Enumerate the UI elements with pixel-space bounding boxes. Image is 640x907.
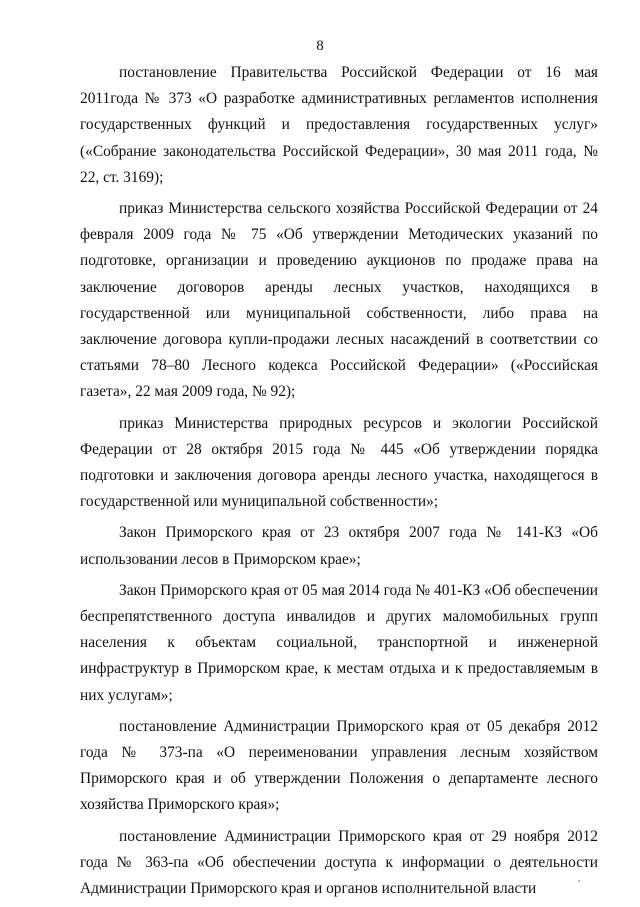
scan-speck — [578, 880, 580, 882]
page-number: 8 — [316, 38, 324, 54]
document-body — [80, 60, 598, 907]
paragraph-administration-decree-363pa: постановление Администрации Приморского края от 29 ноября 2012 года № 363-па «Об обеспечении доступа к информации о деятельности Администрации Приморского края и органов исполнительной власти — [80, 827, 598, 898]
paragraph-administration-decree-373pa: постановление Администрации Приморского края от 05 декабря 2012 года № 373-па «О переименовании управления лесным хозяйством Приморского края и об утверждении Положения о департаменте лесного хозяйства Приморского края»; — [80, 717, 598, 814]
paragraph-primorsky-law-401: Закон Приморского края от 05 мая 2014 года № 401-КЗ «Об обеспечении беспрепятственного доступа инвалидов и других маломобильных групп населения к объектам социальной, транспортной и инженерной инфраструктур в Приморском крае, к местам отдыха и к предоставляемым в них услугам»; — [80, 581, 598, 704]
paragraph-primorsky-law-141: Закон Приморского края от 23 октября 2007 года № 141-КЗ «Об использовании лесов в Приморском крае»; — [80, 524, 598, 568]
paragraph-natural-resources-order-445: приказ Министерства природных ресурсов и экологии Российской Федерации от 28 октября 2015 года № 445 «Об утверждении порядка подготовки и заключения договора аренды лесного участка, находящегося в государственной или муниципальной собственности»; — [80, 414, 598, 511]
paragraph-government-decree-373: постановление Правительства Российской Федерации от 16 мая 2011года № 373 «О разработке административных регламентов исполнения государственных функций и предоставления государственных услуг» («Собрание законодательства Российской Федерации», 30 мая 2011 года, № 22, ст. 3169); — [80, 64, 598, 186]
paragraph-agriculture-order-75: приказ Министерства сельского хозяйства Российской Федерации от 24 февраля 2009 года № 75 «Об утверждении Методических указаний по подготовке, организации и проведению аукционов по продаже права на заключение договоров аренды лесных участков, находящихся в государственной или муниципальной собственности, либо права на заключение договора купли-продажи лесных насаждений в соответствии со статьями 78–80 Лесного кодекса Российской Федерации» («Российская газета», 22 мая 2009 года, № 92); — [80, 200, 598, 401]
